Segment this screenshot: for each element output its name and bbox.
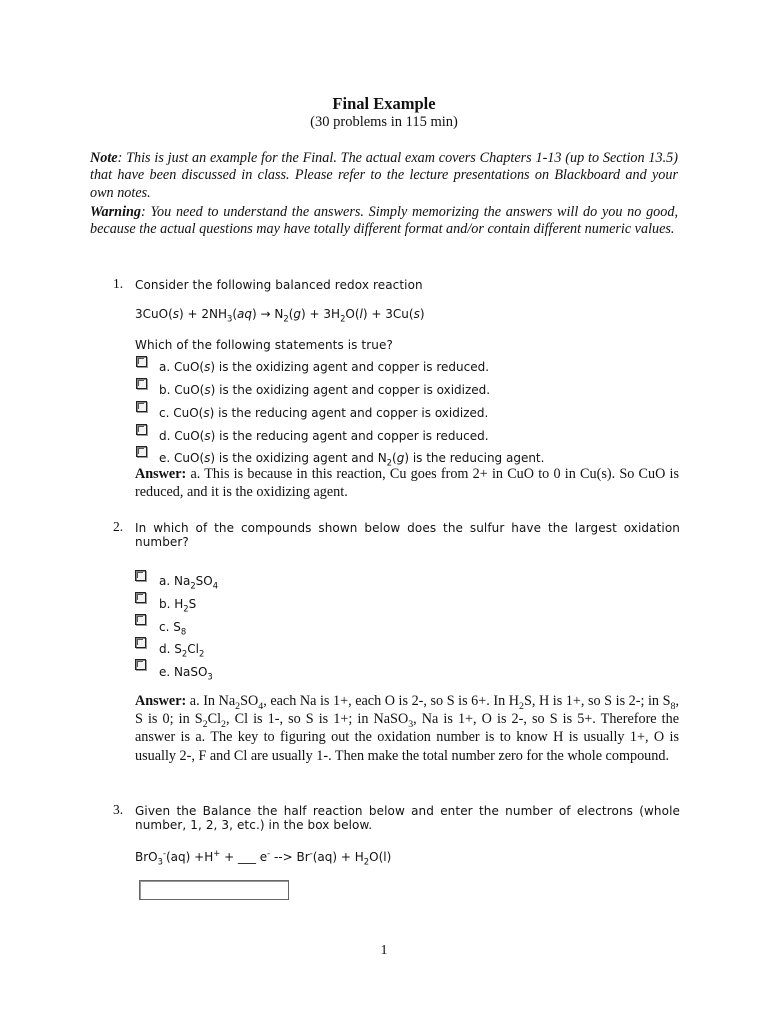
q1-prompt: Consider the following balanced redox reaction bbox=[135, 278, 423, 292]
q2-answer-label: Answer: bbox=[135, 693, 187, 709]
q3-number: 3. bbox=[113, 802, 124, 817]
q1-answer bbox=[135, 465, 679, 501]
q1-answer-text: a. This is because in this reaction, Cu goes from 2+ in CuO to 0 in Cu(s). So CuO is reduced, and it is the oxidizing agent. bbox=[135, 466, 679, 501]
q1-answer-label: Answer: bbox=[135, 466, 187, 482]
q1-option-b-checkbox[interactable] bbox=[136, 378, 147, 389]
note-label: Note bbox=[90, 150, 118, 166]
note-paragraph bbox=[90, 150, 678, 202]
q1-question: Which of the following statements is true? bbox=[135, 338, 393, 352]
q1-option-b: b. CuO(s) is the oxidizing agent and copper is oxidized. bbox=[159, 383, 491, 397]
q2-number: 2. bbox=[113, 519, 124, 534]
q2-option-e-checkbox[interactable] bbox=[135, 659, 146, 670]
note-text: : This is just an example for the Final. The actual exam covers Chapters 1-13 (up to Section 13.5) that have been discussed in class. Please refer to the lecture presentations on Blackboard and your own notes. bbox=[90, 150, 678, 201]
q3-answer-input[interactable] bbox=[139, 880, 289, 900]
q2-prompt: In which of the compounds shown below does the sulfur have the largest oxidation number? bbox=[135, 521, 680, 549]
q2-option-d-checkbox[interactable] bbox=[135, 637, 146, 648]
q1-number: 1. bbox=[113, 276, 124, 291]
q2-option-c: c. $S_8$ bbox=[159, 620, 187, 637]
q2-option-b: b. $H_2S$ bbox=[159, 597, 197, 614]
warning-paragraph bbox=[90, 204, 678, 239]
q2-option-a: a. $Na_2SO_4$ bbox=[159, 574, 219, 591]
q2-option-d: d. $S_2Cl_2$ bbox=[159, 642, 205, 659]
q1-option-c-checkbox[interactable] bbox=[136, 401, 147, 412]
q1-option-d: d. CuO(s) is the reducing agent and copper is reduced. bbox=[159, 429, 489, 443]
q1-option-d-checkbox[interactable] bbox=[136, 424, 147, 435]
q1-option-a-checkbox[interactable] bbox=[136, 356, 147, 367]
q2-option-a-checkbox[interactable] bbox=[135, 570, 146, 581]
warning-text: : You need to understand the answers. Simply memorizing the answers will do you no good, because the actual questions may have totally different format and/or contain different numeric values. bbox=[90, 204, 678, 238]
q2-option-e: e. NaSO$_3$ bbox=[159, 665, 213, 682]
q3-half-reaction: BrO$_3$-(aq) +H+ + ___ e- --> $Br^-(aq) + H_2O(l)$ bbox=[135, 848, 392, 867]
q1-option-e: e. CuO(s) is the oxidizing agent and $N_2(g)$ is the reducing agent. bbox=[159, 451, 545, 468]
page-subtitle: (30 problems in 115 min) bbox=[310, 114, 458, 130]
q1-option-e-checkbox[interactable] bbox=[136, 446, 147, 457]
q2-option-c-checkbox[interactable] bbox=[135, 614, 146, 625]
page-title: Final Example bbox=[332, 94, 436, 113]
warning-label: Warning bbox=[90, 204, 141, 220]
q1-option-a: a. CuO(s) is the oxidizing agent and copper is reduced. bbox=[159, 360, 490, 374]
q1-reaction: $3CuO(s) + 2NH_3(aq) \to N_2(g) + 3H_2O(l) + 3Cu(s)$ bbox=[135, 307, 425, 324]
q3-prompt: Given the Balance the half reaction below and enter the number of electrons (whole number, 1, 2, 3, etc.) in the box below. bbox=[135, 804, 680, 832]
q2-option-b-checkbox[interactable] bbox=[135, 592, 146, 603]
q2-answer: Answer: a. In $Na_2SO_4$, each Na is 1+, each O is 2-, so S is 6+. In $H_2S$, H is 1+, so S is 2-; in $S_8$, S is 0; in $S_2Cl_2$, Cl is 1-, so S is 1+; in NaSO$_3$, Na is 1+, O is 2-, so S is 5+. Therefore the answer is a. The key to figuring out the oxidation number is to know H is usually 1+, O is usually 2-, F and Cl are usually 1-. Then make the total number zero for the whole compound. bbox=[135, 693, 679, 764]
q1-option-c: c. CuO(s) is the reducing agent and copper is oxidized. bbox=[159, 406, 489, 420]
page-number: 1 bbox=[380, 943, 388, 958]
